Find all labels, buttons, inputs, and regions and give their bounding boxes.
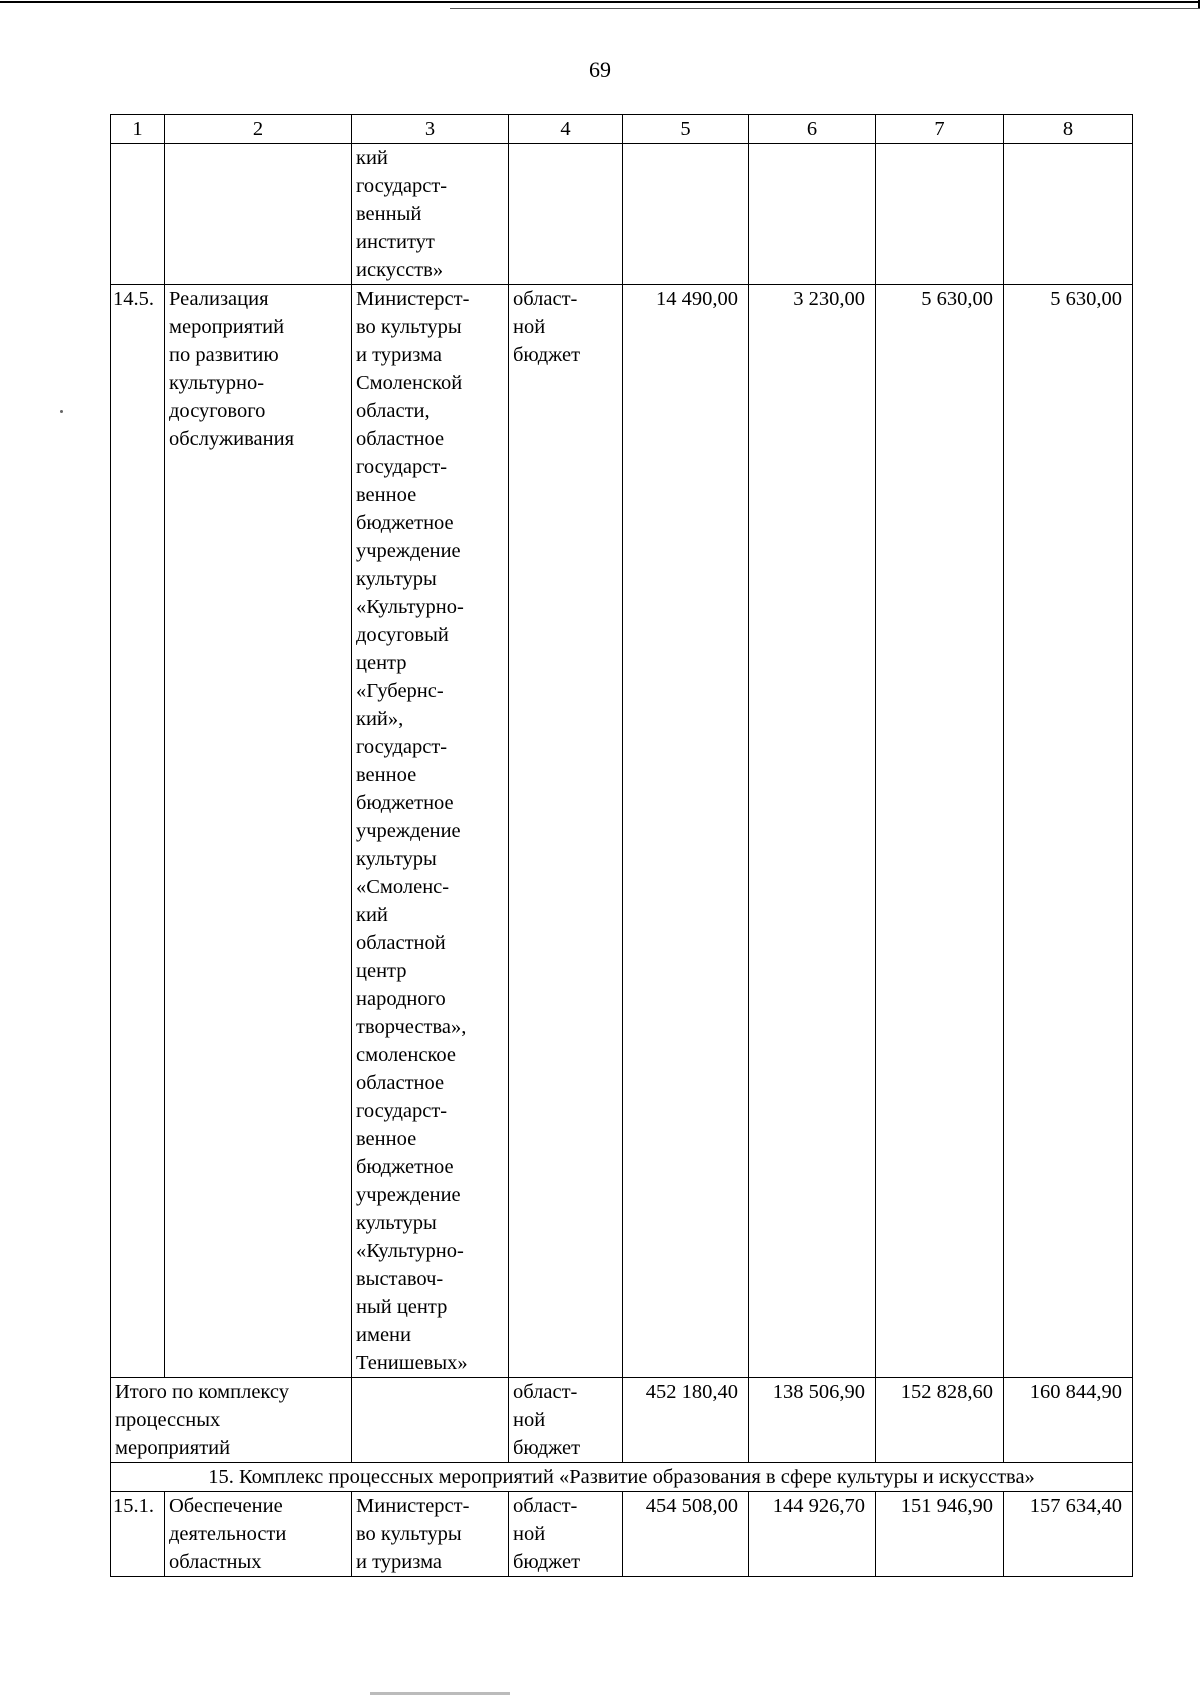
amount-total-cell bbox=[623, 144, 749, 285]
amount-year1-cell: 144 926,70 bbox=[749, 1492, 876, 1577]
amount-total-cell: 452 180,40 bbox=[623, 1378, 749, 1463]
scan-top-rule bbox=[0, 1, 1200, 3]
scan-top-rule-secondary bbox=[450, 8, 1200, 9]
amount-year2-cell: 151 946,90 bbox=[876, 1492, 1004, 1577]
budget-table bbox=[110, 114, 1133, 1577]
executor-cell: Министерст- во культуры и туризма bbox=[352, 1492, 509, 1577]
header-cell: 2 bbox=[165, 115, 352, 144]
header-cell: 7 bbox=[876, 115, 1004, 144]
page-number: 69 bbox=[589, 57, 611, 82]
activity-name-cell: Реализация мероприятий по развитию культурно- досугового обслуживания bbox=[165, 285, 352, 1378]
amount-year3-cell: 160 844,90 bbox=[1004, 1378, 1133, 1463]
section-title: 15. Комплекс процессных мероприятий «Развитие образования в сфере культуры и искусства» bbox=[111, 1463, 1133, 1492]
scan-bottom-mark bbox=[370, 1692, 510, 1695]
executor-cell: Министерст- во культуры и туризма Смоленской области, областное государст- венное бюджетное учреждение культуры «Культурно- досуговый центр «Губернс- кий», государст- венное бюджетное учреждение культуры «Смоленс- кий областной центр народного творчества», смоленское областное государст- венное бюджетное учреждение культуры «Культурно- выставоч- ный центр имени Тенишевых» bbox=[352, 285, 509, 1378]
total-label-cell: Итого по комплексу процессных мероприятий bbox=[111, 1378, 352, 1463]
table-row-total bbox=[111, 1378, 1133, 1463]
activity-name-cell bbox=[165, 144, 352, 285]
funding-source-cell: област- ной бюджет bbox=[509, 285, 623, 1378]
row-number-cell: 15.1. bbox=[111, 1492, 165, 1577]
header-cell: 6 bbox=[749, 115, 876, 144]
amount-year2-cell bbox=[876, 144, 1004, 285]
table-header-row bbox=[111, 115, 1133, 144]
row-number-cell bbox=[111, 144, 165, 285]
amount-total-cell: 14 490,00 bbox=[623, 285, 749, 1378]
amount-year1-cell: 138 506,90 bbox=[749, 1378, 876, 1463]
table-row-continuation bbox=[111, 144, 1133, 285]
amount-total-cell: 454 508,00 bbox=[623, 1492, 749, 1577]
amount-year3-cell: 157 634,40 bbox=[1004, 1492, 1133, 1577]
header-cell: 4 bbox=[509, 115, 623, 144]
table-row-14-5 bbox=[111, 285, 1133, 1378]
amount-year3-cell bbox=[1004, 144, 1133, 285]
amount-year1-cell: 3 230,00 bbox=[749, 285, 876, 1378]
funding-source-cell bbox=[509, 144, 623, 285]
header-cell: 8 bbox=[1004, 115, 1133, 144]
header-cell: 1 bbox=[111, 115, 165, 144]
funding-source-cell: област- ной бюджет bbox=[509, 1492, 623, 1577]
scan-speck bbox=[60, 410, 63, 413]
header-cell: 5 bbox=[623, 115, 749, 144]
amount-year3-cell: 5 630,00 bbox=[1004, 285, 1133, 1378]
row-number-cell: 14.5. bbox=[111, 285, 165, 1378]
executor-cell bbox=[352, 1378, 509, 1463]
activity-name-cell: Обеспечение деятельности областных bbox=[165, 1492, 352, 1577]
funding-source-cell: област- ной бюджет bbox=[509, 1378, 623, 1463]
amount-year2-cell: 5 630,00 bbox=[876, 285, 1004, 1378]
amount-year1-cell bbox=[749, 144, 876, 285]
executor-cell: кий государст- венный институт искусств» bbox=[352, 144, 509, 285]
table-row-section-15 bbox=[111, 1463, 1133, 1492]
table-row-15-1 bbox=[111, 1492, 1133, 1577]
amount-year2-cell: 152 828,60 bbox=[876, 1378, 1004, 1463]
header-cell: 3 bbox=[352, 115, 509, 144]
